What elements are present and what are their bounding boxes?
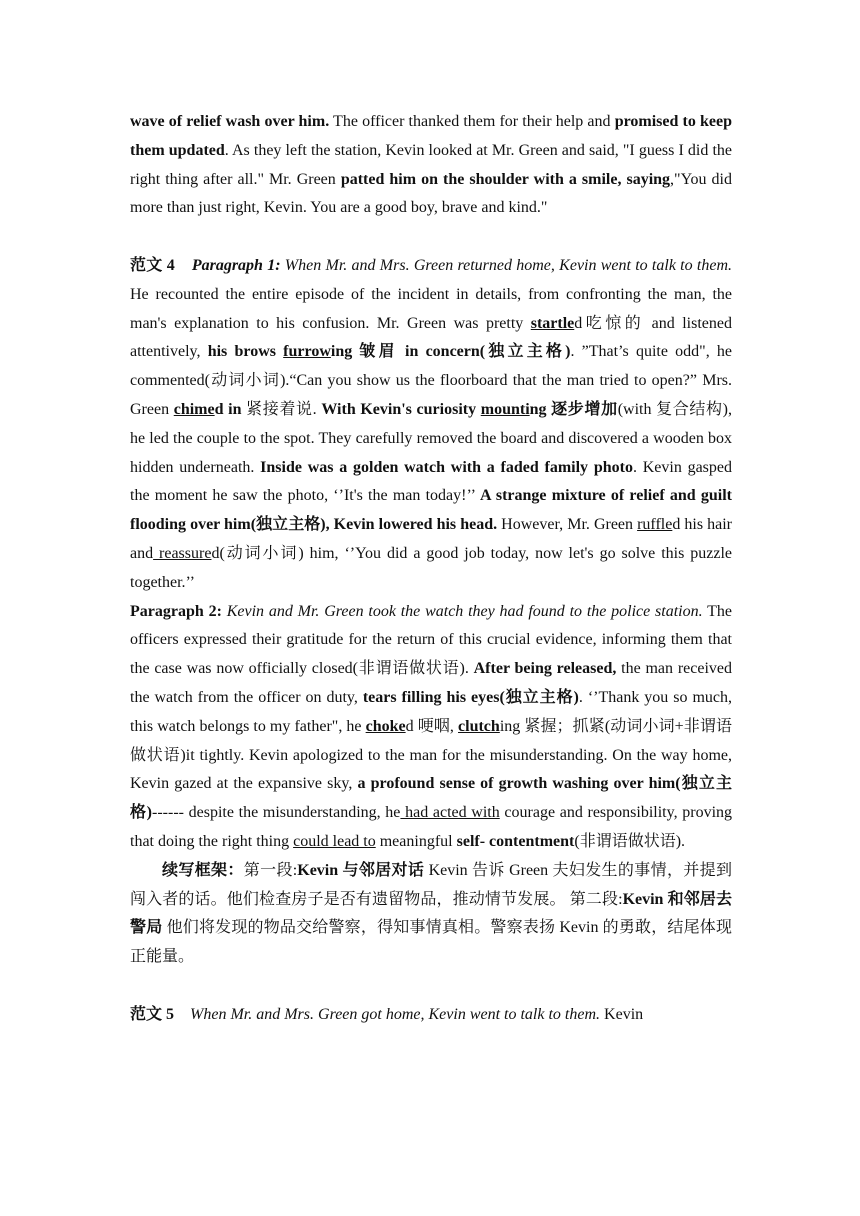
- text-run: Kevin 告诉 Green 夫妇发生的事情，并提到闯入者的话。他们检查房子是否有遗留物品，推动情节发展。 第二段:: [130, 861, 732, 908]
- first-sentence: When Mr. and Mrs. Green got home, Kevin went to talk to them.: [174, 1005, 601, 1023]
- paragraph-label: Paragraph 1:: [191, 256, 281, 274]
- vocab-word: mounti: [480, 400, 530, 418]
- text-run: d(动词小词) him, ‘’You did a good job today, now let's go solve this puzzle together.’’: [130, 544, 732, 591]
- framework-heading: 续写框架：: [162, 861, 244, 879]
- spacer: [130, 972, 732, 1001]
- text-run: . As they left the station, Kevin looked at Mr. Green and said, "I guess I did the right thing after all." Mr. Green: [130, 141, 732, 188]
- vocab-word: chime: [173, 400, 215, 418]
- bold-phrase: wave of relief wash over him.: [130, 113, 330, 130]
- bold-phrase: a profound sense of growth washing over him(独立主格): [130, 775, 732, 822]
- vocab-word: furrow: [283, 343, 331, 361]
- bold-phrase: Kevin 和邻居去警局: [130, 890, 732, 937]
- text-run: He recounted the entire episode of the incident in details, from confronting the man, the man's explanation to his confusion. Mr. Green was pretty: [130, 285, 732, 332]
- bold-phrase: self- contentment: [456, 832, 575, 850]
- vocab-word: startle: [530, 314, 575, 332]
- bold-phrase: A strange mixture of relief and guilt flooding over him(独立主格), Kevin lowered his head.: [130, 487, 733, 534]
- sample-essay-4-paragraph-2: [130, 598, 732, 857]
- text-run: ------ despite the misunderstanding, he: [152, 804, 401, 822]
- text-run: . Kevin gasped the moment he saw the photo, ‘’It's the man today!’’: [130, 458, 733, 505]
- vocab-word: choke: [365, 717, 406, 735]
- text-run: . ‘’Thank you so much, this watch belongs to my father", he: [130, 688, 732, 735]
- text-run: However, Mr. Green: [497, 516, 638, 534]
- first-sentence: When Mr. and Mrs. Green returned home, Kevin went to talk to them.: [280, 256, 732, 274]
- text-run: (with 复合结构), he led the couple to the spot. They carefully removed the board and discovered a wooden box hidden underneath.: [130, 400, 732, 476]
- bold-phrase: After being released,: [473, 660, 617, 678]
- underlined-word: reassure: [153, 544, 212, 562]
- text-run: d 哽咽,: [405, 717, 459, 735]
- sample-essay-5: [130, 1001, 732, 1030]
- bold-phrase: patted him on the shoulder with a smile, saying: [340, 170, 671, 188]
- bold-phrase: ing 皱眉 in concern(独立主格): [330, 343, 571, 361]
- paragraph-label: Paragraph 2:: [130, 602, 222, 620]
- sample-label: 范文 5: [130, 1005, 175, 1023]
- bold-phrase: d in: [214, 400, 242, 418]
- paragraph-conclusion: [130, 108, 732, 223]
- text-run: meaningful: [375, 832, 457, 850]
- bold-phrase: promised to keep them updated: [130, 113, 733, 159]
- spacer: [130, 223, 732, 252]
- bold-phrase: Inside was a golden watch with a faded family photo: [260, 458, 633, 476]
- bold-phrase: ng 逐步增加: [529, 400, 618, 418]
- text-run: 他们将发现的物品交给警察，得知事情真相。警察表扬 Kevin 的勇敢，结尾体现正能量。: [130, 919, 732, 966]
- text-run: . ”That’s quite odd", he commented(动词小词).“Can you show us the floorboard that the man tried to open?” Mrs. Green: [130, 343, 732, 418]
- text-run: 第一段:: [243, 861, 298, 879]
- underlined-phrase: could lead to: [293, 832, 376, 850]
- bold-phrase: his brows: [207, 343, 284, 361]
- sample-label: 范文 4: [130, 256, 175, 274]
- document-page: [130, 108, 732, 1030]
- text-run: 紧接着说.: [241, 400, 322, 418]
- text-run: (非谓语做状语).: [574, 832, 686, 850]
- text-run: ,"You did more than just right, Kevin. You are a good boy, brave and kind.": [130, 170, 732, 217]
- bold-phrase: tears filling his eyes(独立主格): [362, 688, 579, 706]
- writing-framework: [130, 857, 732, 972]
- text-run: The officer thanked them for their help and: [329, 113, 615, 130]
- first-sentence: Kevin and Mr. Green took the watch they had found to the police station.: [221, 602, 703, 620]
- text-run: Kevin: [600, 1005, 644, 1023]
- sample-essay-4-paragraph-1: [130, 252, 732, 598]
- text-run: the man received the watch from the officer on duty,: [130, 660, 732, 706]
- underlined-phrase: had acted with: [400, 804, 500, 822]
- text-run: d his hair and: [130, 516, 732, 562]
- underlined-word: ruffle: [637, 516, 673, 534]
- text-run: d吃惊的 and listened attentively,: [130, 314, 732, 361]
- bold-phrase: Kevin 与邻居对话: [297, 861, 425, 879]
- bold-phrase: With Kevin's curiosity: [321, 400, 481, 418]
- text-run: courage and responsibility, proving that doing the right thing: [130, 804, 733, 850]
- text-run: ing 紧握；抓紧(动词小词+非谓语做状语)it tightly. Kevin apologized to the man for the misunderstanding. On the way home, Kevin gazed at the expansive sky,: [130, 717, 732, 793]
- text-run: The officers expressed their gratitude for the return of this crucial evidence, informing them that the case was now officially closed(非谓语做状语).: [130, 602, 732, 678]
- vocab-word: clutch: [458, 717, 500, 735]
